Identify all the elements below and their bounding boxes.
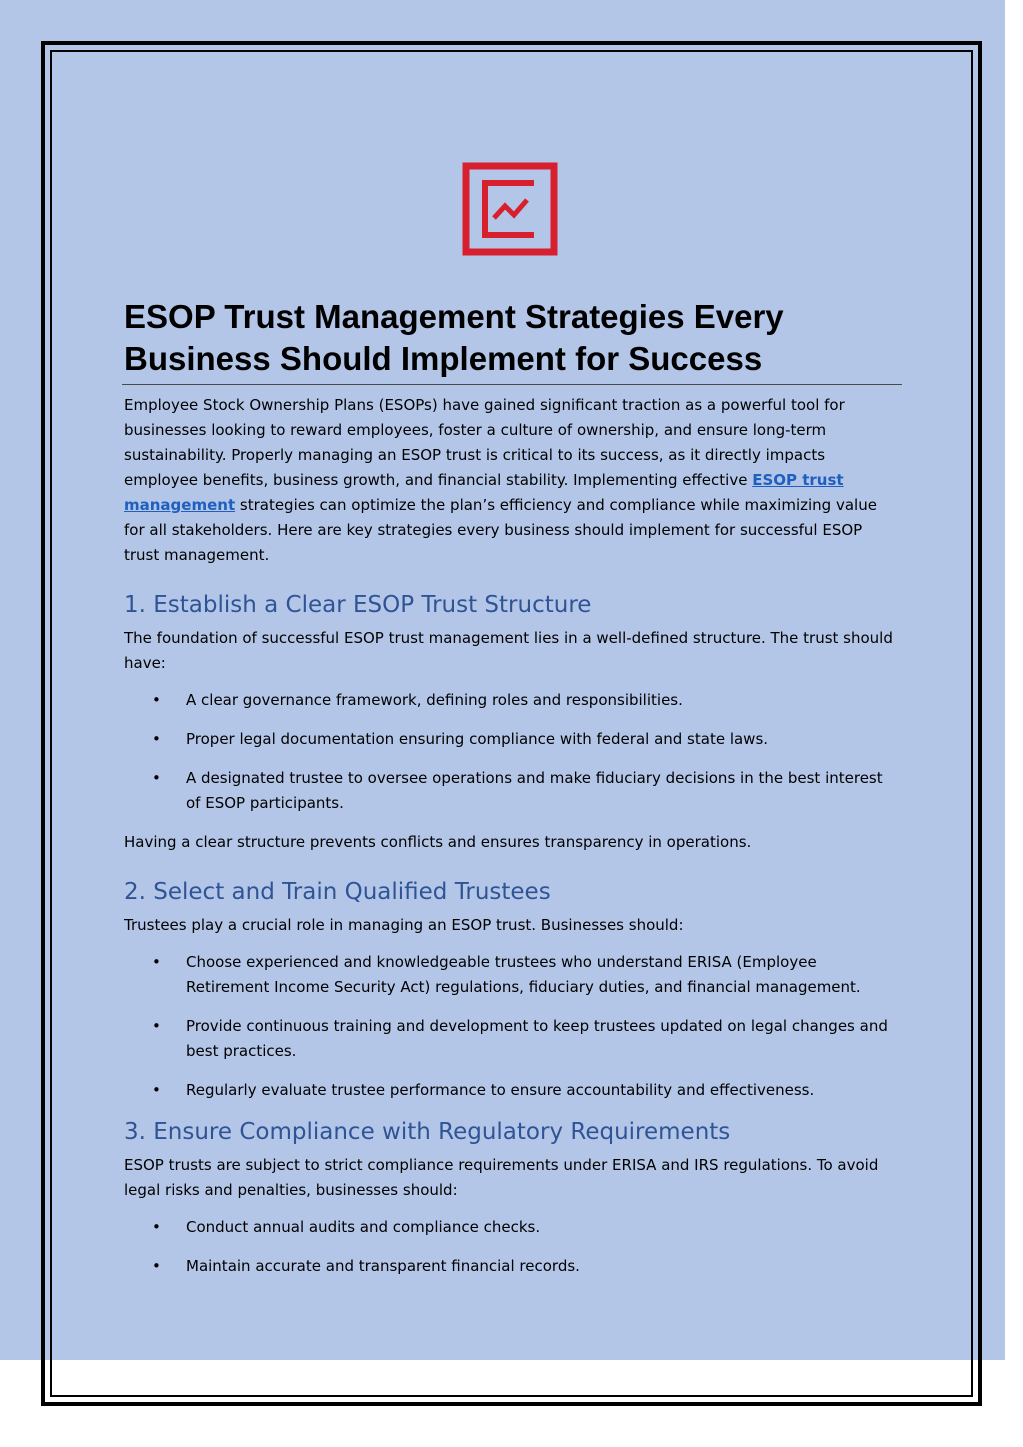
bullet-icon: • [152,1081,161,1099]
list-item [124,1254,900,1279]
bullet-icon: • [152,1257,161,1275]
section-1-heading: 1. Establish a Clear ESOP Trust Structure [124,592,592,618]
list-item [124,727,900,752]
list-item-text: Conduct annual audits and compliance checks. [186,1218,541,1236]
section-2-heading: 2. Select and Train Qualified Trustees [124,879,551,905]
section-1-list [124,688,900,816]
bullet-icon: • [152,953,161,971]
section-2-lead: Trustees play a crucial role in managing an ESOP trust. Businesses should: [124,916,684,934]
list-item [124,688,900,713]
section-2-list [124,950,900,1103]
bullet-icon: • [152,691,161,709]
intro-text-end: strategies can optimize the plan’s efficiency and compliance while maximizing value for all stakeholders. Here are key strategies every business should implement for successful ESOP trust management. [124,496,877,564]
list-item-text: A designated trustee to oversee operations and make fiduciary decisions in the best interest of ESOP participants. [186,769,883,812]
list-item [124,950,900,1000]
logo-chart-icon [462,162,558,256]
list-item-text: Regularly evaluate trustee performance to ensure accountability and effectiveness. [186,1081,815,1099]
list-item-text: Maintain accurate and transparent financial records. [186,1257,580,1275]
list-item [124,1215,900,1240]
section-3-lead: ESOP trusts are subject to strict compliance requirements under ERISA and IRS regulations. To avoid legal risks and penalties, businesses should: [124,1156,879,1199]
list-item [124,1078,900,1103]
list-item-text: A clear governance framework, defining roles and responsibilities. [186,691,683,709]
list-item-text: Proper legal documentation ensuring compliance with federal and state laws. [186,730,769,748]
section-3-heading: 3. Ensure Compliance with Regulatory Requirements [124,1119,731,1145]
bullet-icon: • [152,769,161,787]
section-3-list [124,1215,900,1279]
esop-trust-management-link[interactable]: ESOP trust management [124,471,844,514]
bullet-icon: • [152,730,161,748]
section-1-lead: The foundation of successful ESOP trust management lies in a well-defined structure. The trust should have: [124,629,893,672]
document-body [124,296,900,1293]
list-item-text: Choose experienced and knowledgeable trustees who understand ERISA (Employee Retirement Income Security Act) regulations, fiduciary duties, and financial management. [186,953,861,996]
page-title: ESOP Trust Management Strategies Every Business Should Implement for Success [122,296,902,385]
bullet-icon: • [152,1218,161,1236]
section-1-closing: Having a clear structure prevents conflicts and ensures transparency in operations. [124,833,752,851]
list-item [124,766,900,816]
list-item [124,1014,900,1064]
bullet-icon: • [152,1017,161,1035]
list-item-text: Provide continuous training and development to keep trustees updated on legal changes and best practices. [186,1017,888,1060]
intro-paragraph [124,393,900,568]
intro-text-start: Employee Stock Ownership Plans (ESOPs) have gained significant traction as a powerful tool for businesses looking to reward employees, foster a culture of ownership, and ensure long-term sustainability. Properly managing an ESOP trust is critical to its success, as it directly impacts employee benefits, business growth, and financial stability. Implementing effective [124,396,845,489]
